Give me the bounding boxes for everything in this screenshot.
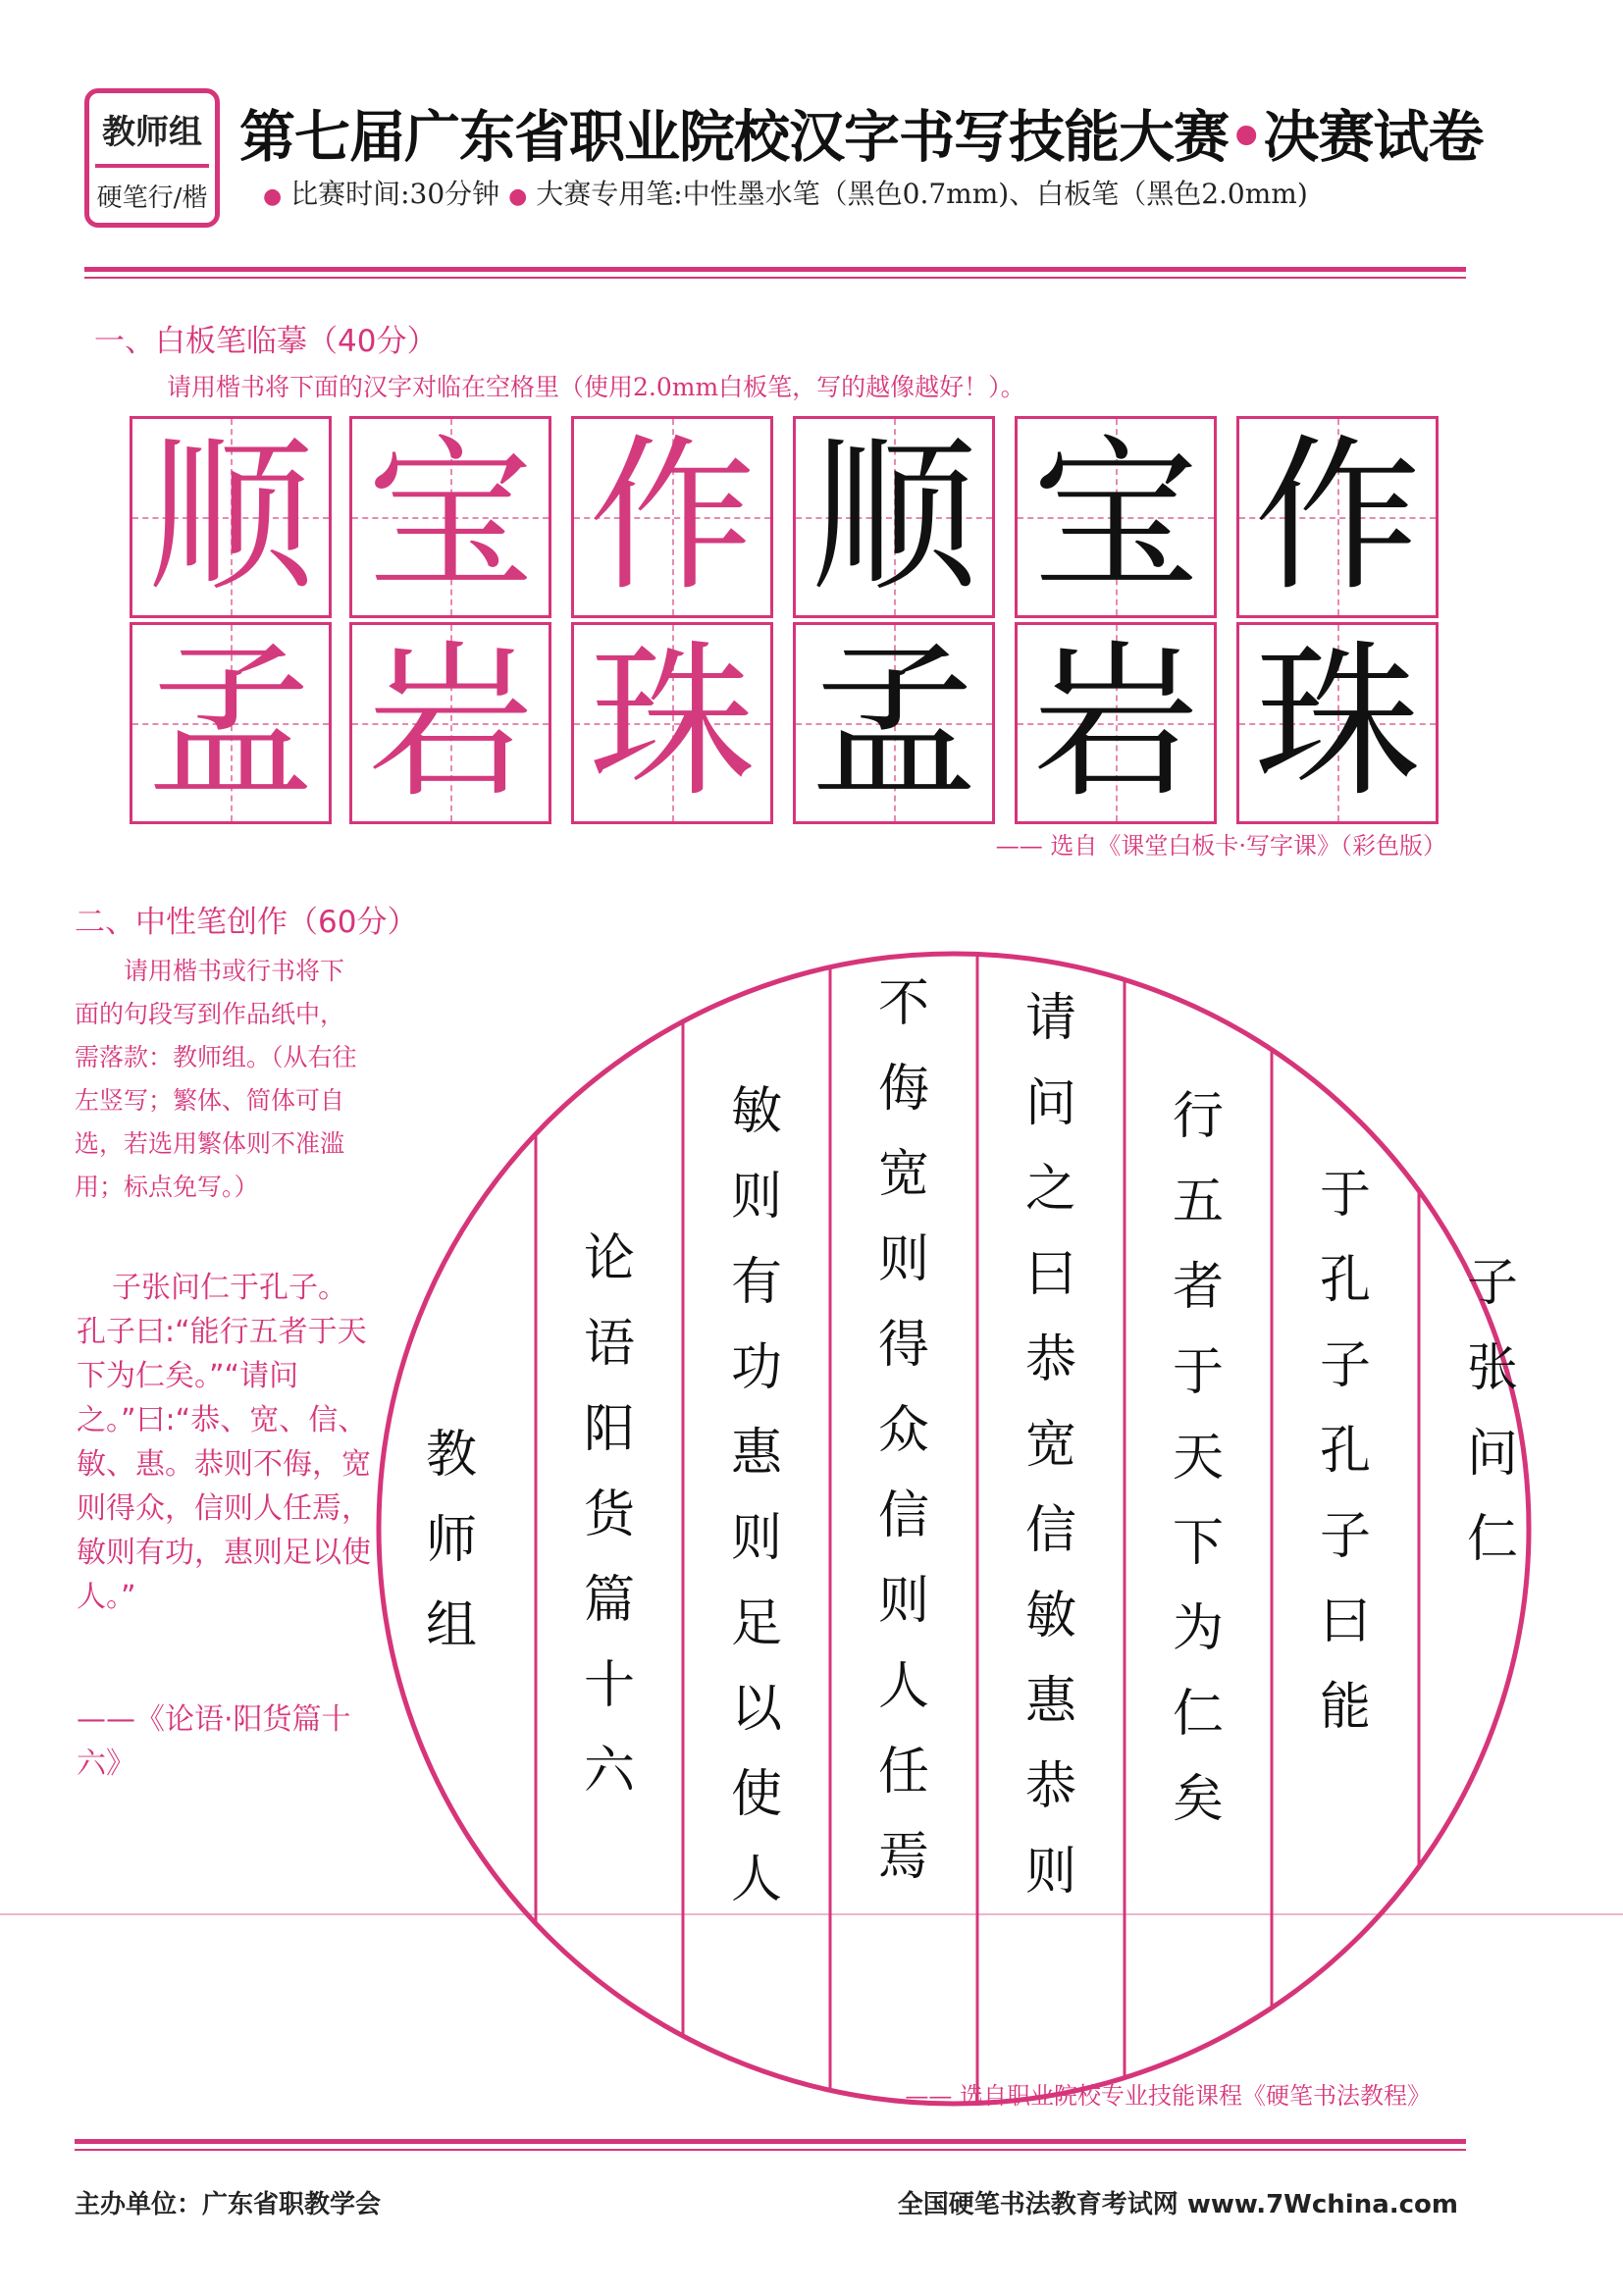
badge-group: 教师组 xyxy=(102,113,202,152)
section1-source: —— 选自《课堂白板卡·写字课》（彩色版） xyxy=(995,832,1446,860)
title-suffix: 决赛试卷 xyxy=(1263,105,1484,170)
grid-character: 岩 xyxy=(1031,626,1199,820)
section2-title: 二、中性笔创作（60分） xyxy=(75,905,418,940)
title-main: 第七届广东省职业院校汉字书写技能大赛 xyxy=(239,105,1229,170)
grid-character: 作 xyxy=(1253,420,1421,614)
text-column: 行 五 者 于 天 下 为 仁 矣 xyxy=(1172,1087,1224,1829)
grid-character: 顺 xyxy=(810,420,977,614)
pen-label: 大赛专用笔:中性墨水笔（黑色0.7mm)、白板笔（黑色2.0mm) xyxy=(536,178,1308,210)
grid-character: 宝 xyxy=(366,420,534,614)
grid-character: 宝 xyxy=(1031,420,1199,614)
section2-instruction-text: 请用楷书或行书将下面的句段写到作品纸中，需落款：教师组。（从右往左竖写；繁体、简体可自选，若选用繁体则不准滥用；标点免写。） xyxy=(75,957,357,1201)
grid-character: 珠 xyxy=(588,626,756,820)
website: 全国硬笔书法教育考试网 www.7Wchina.com xyxy=(897,2190,1458,2219)
text-column: 子 张 问 仁 xyxy=(1466,1254,1518,1569)
grid-character: 珠 xyxy=(1253,626,1421,820)
grid-character: 孟 xyxy=(810,626,977,820)
organizer: 主办单位：广东省职教学会 xyxy=(75,2190,382,2219)
column-rules xyxy=(536,955,1419,2104)
section2-source: —— 选自职业院校专业技能课程《硬笔书法教程》 xyxy=(905,2082,1431,2110)
section1-instruction: 请用楷书将下面的汉字对临在空格里（使用2.0mm白板笔，写的越像越好！）。 xyxy=(167,373,1025,401)
footer-divider-thick xyxy=(75,2139,1466,2144)
grid-character: 岩 xyxy=(366,626,534,820)
section1-title: 一、白板笔临摹（40分） xyxy=(94,324,438,359)
text-column: 请 问 之 曰 恭 宽 信 敏 惠 恭 则 xyxy=(1024,989,1076,1902)
grid-character: 作 xyxy=(588,420,756,614)
text-column: 敏 则 有 功 惠 则 足 以 使 人 xyxy=(730,1082,782,1909)
badge-category: 硬笔行/楷 xyxy=(96,183,208,213)
quote-citation: ——《论语·阳货篇十六》 xyxy=(77,1702,351,1781)
grid-character: 孟 xyxy=(146,626,314,820)
time-label: 比赛时间:30分钟 xyxy=(290,178,500,210)
signature-column: 教 师 组 xyxy=(425,1426,477,1655)
text-column: 于 孔 子 孔 子 曰 能 xyxy=(1319,1166,1371,1737)
grid-character: 顺 xyxy=(146,420,314,614)
text-column: 论 语 阳 货 篇 十 六 xyxy=(583,1229,635,1800)
title-dot: • xyxy=(1229,105,1264,170)
quote-body: 子张问仁于孔子。孔子曰:“能行五者于天下为仁矣。”“请问之。”曰:“恭、宽、信、敏、惠。恭则不侮，宽则得众，信则人任焉，敏则有功，惠则足以使人。” xyxy=(77,1271,371,1614)
bullet-icon: ● xyxy=(263,184,283,209)
footer-divider-thin xyxy=(75,2149,1466,2151)
text-column: 不 侮 宽 则 得 众 信 则 人 任 焉 xyxy=(877,974,929,1887)
bullet-icon: ● xyxy=(508,184,528,209)
